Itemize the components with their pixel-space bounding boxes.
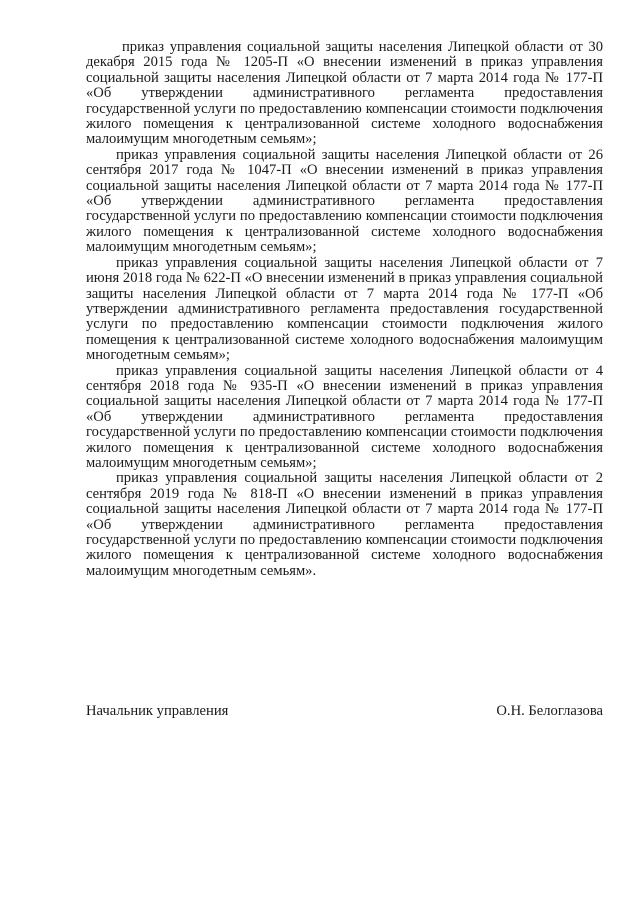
order-paragraph-1: приказ управления социальной защиты населения Липецкой области от 30 декабря 2015 года № 1205-П «О внесении изменений в приказ управления социальной защиты населения Липецкой области от 7 марта 2014 года № 177-П «Об утверждении административного регламента предоставления государственной услуги по предоставлению компенсации стоимости подключения жилого помещения к централизованной системе холодного водоснабжения малоимущим многодетным семьям»; [86, 39, 603, 148]
signatory-name: О.Н. Белоглазова [496, 703, 603, 719]
signature-block [86, 703, 603, 719]
order-paragraph-4: приказ управления социальной защиты населения Липецкой области от 4 сентября 2018 года № 935-П «О внесении изменений в приказ управления социальной защиты населения Липецкой области от 7 марта 2014 года № 177-П «Об утверждении административного регламента предоставления государственной услуги по предоставлению компенсации стоимости подключения жилого помещения к централизованной системе холодного водоснабжения малоимущим многодетным семьям»; [86, 362, 603, 471]
order-paragraph-3: приказ управления социальной защиты населения Липецкой области от 7 июня 2018 года № 622-П «О внесении изменений в приказ управления социальной защиты населения Липецкой области от 7 марта 2014 года № 177-П «Об утверждении административного регламента предоставления государственной услуги по предоставлению компенсации стоимости подключения жилого помещения к централизованной системе холодного водоснабжения малоимущим многодетным семьям»; [86, 254, 603, 364]
document-body [86, 40, 603, 579]
signatory-position: Начальник управления [86, 703, 229, 719]
order-paragraph-5: приказ управления социальной защиты населения Липецкой области от 2 сентября 2019 года № 818-П «О внесении изменений в приказ управления социальной защиты населения Липецкой области от 7 марта 2014 года № 177-П «Об утверждении административного регламента предоставления государственной услуги по предоставлению компенсации стоимости подключения жилого помещения к централизованной системе холодного водоснабжения малоимущим многодетным семьям». [86, 470, 603, 579]
order-paragraph-2: приказ управления социальной защиты населения Липецкой области от 26 сентября 2017 года № 1047-П «О внесении изменений в приказ управления социальной защиты населения Липецкой области от 7 марта 2014 года № 177-П «Об утверждении административного регламента предоставления государственной услуги по предоставлению компенсации стоимости подключения жилого помещения к централизованной системе холодного водоснабжения малоимущим многодетным семьям»; [86, 146, 603, 256]
